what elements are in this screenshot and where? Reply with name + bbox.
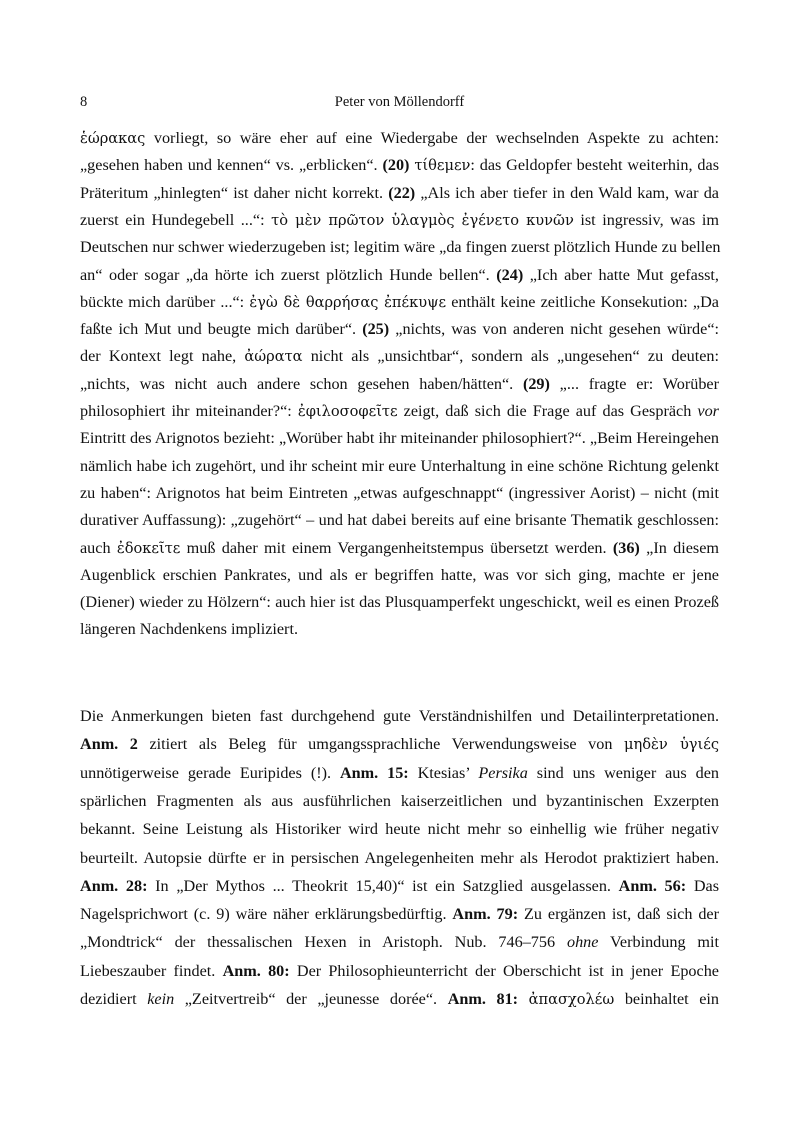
text-segment: „... fragte er: Worüber [549, 374, 719, 393]
text-line [80, 904, 719, 924]
text-line [80, 706, 719, 726]
text-line [80, 128, 719, 149]
text-segment: Ktesias’ [408, 763, 479, 782]
text-line [80, 819, 719, 839]
text-segment: der Kontext legt nahe, [80, 347, 245, 366]
greek-quote: τίθεμεν [414, 157, 471, 175]
text-line [80, 428, 719, 448]
emphasis-text: kein [147, 990, 175, 1008]
text-segment: muß daher mit einem Vergangenheitstempus übersetzt werden. [180, 538, 613, 557]
reference-label: (20) [382, 156, 410, 175]
text-line [80, 346, 719, 367]
text-segment: philosophiert ihr miteinander?“: [80, 402, 298, 420]
text-line [80, 292, 719, 313]
text-line [80, 155, 719, 176]
greek-quote: ἐγὼ δὲ θαρρήσας ἐπέκυψε [249, 293, 447, 311]
reference-label: Anm. 28: [80, 876, 148, 895]
text-segment: (Diener) wieder zu Hölzern“: auch hier ist das Plusquamperfekt ungeschickt, weil es einen Prozeß [80, 593, 719, 612]
text-segment: „Als ich aber tiefer in den Wald kam, war da [415, 183, 719, 202]
greek-quote: μηδὲν ὑγιές [624, 736, 719, 754]
emphasis-text: vor [697, 402, 719, 420]
emphasis-text: ohne [566, 933, 599, 952]
text-segment: faßte ich Mut und beugte mich darüber“. [80, 320, 363, 339]
text-segment: vorliegt, so wäre eher auf eine Wiedergabe der wechselnden Aspekte zu achten: [145, 129, 719, 147]
text-segment: Zu ergänzen ist, daß sich der [518, 905, 720, 924]
reference-label: (22) [388, 183, 416, 202]
text-segment: „Mondtrick“ der thessalischen Hexen in Aristoph. Nub. 746–756 [80, 933, 567, 952]
reference-label: (29) [522, 374, 550, 393]
text-line [80, 876, 719, 896]
reference-label: (36) [612, 538, 640, 557]
text-segment: zitiert als Beleg für umgangssprachliche Verwendungsweise von [137, 735, 625, 754]
text-segment: Verbindung mit [598, 933, 719, 952]
text-segment: Nagelsprichwort (c. 9) wäre näher erklärungsbedürftig. [80, 905, 453, 924]
reference-label: Anm. 15: [339, 763, 409, 782]
text-line [80, 848, 719, 868]
text-line [80, 791, 719, 811]
text-segment: : das Geldopfer besteht weiterhin, das [470, 156, 720, 175]
text-segment: „Zeitvertreib“ der „jeunesse dorée“. [174, 990, 448, 1008]
text-segment: Das [686, 876, 719, 895]
text-segment: zu haben“: Arignotos hat beim Eintreten „etwas aufgeschnappt“ (ingressiver Aorist) – nicht (mit [80, 483, 719, 502]
running-title: Peter von Möllendorff [334, 94, 465, 110]
text-line [80, 961, 719, 981]
reference-label: Anm. 81: [447, 990, 519, 1008]
reference-label: Anm. 80: [222, 961, 290, 980]
text-line [80, 483, 719, 503]
text-segment: „gesehen haben und kennen“ vs. „erblicken“. [80, 156, 383, 175]
text-segment: längeren Nachdenkens impliziert. [80, 620, 298, 639]
text-segment: Liebeszauber findet. [80, 961, 223, 980]
reference-label: Anm. 79: [452, 905, 519, 924]
emphasis-text: Persika [478, 763, 528, 782]
text-segment: unnötigerweise gerade Euripides (!). [80, 763, 340, 782]
text-segment: beurteilt. Autopsie dürfte er in persischen Angelegenheiten mehr als Herodot praktiziert haben. [80, 848, 719, 867]
text-line [80, 265, 719, 285]
text-segment: ist ingressiv, was im [573, 210, 719, 229]
text-line [80, 565, 719, 585]
text-segment: Augenblick erschien Pankrates, und als er begriffen hatte, was vor sich ging, machte er jene [80, 565, 719, 584]
text-segment: Präteritum „hinlegten“ ist daher nicht korrekt. [80, 183, 389, 202]
text-line [80, 237, 719, 257]
text-line [80, 183, 719, 203]
text-line [80, 619, 719, 639]
text-segment: beinhaltet ein [614, 990, 719, 1008]
text-line [80, 510, 719, 530]
text-line [80, 456, 719, 476]
text-segment: „nichts, was von anderen nicht gesehen würde“: [389, 320, 720, 339]
text-line [80, 374, 719, 394]
text-segment: durativer Auffassung): „zugehört“ – und hat dabei bereits auf eine brisante Thematik geschlossen: [80, 511, 719, 530]
text-segment: In „Der Mythos ... Theokrit 15,40)“ ist ein Satzglied ausgelassen. [147, 876, 619, 895]
text-segment: bekannt. Seine Leistung als Historiker wird heute nicht mehr so einhellig wie früher negativ [80, 820, 719, 839]
greek-quote: ἐφιλοσοφεῖτε [297, 403, 398, 420]
text-segment: Die Anmerkungen bieten fast durchgehend gute Verständnishilfen und Detailinterpretationen. [80, 707, 719, 725]
reference-label: (25) [362, 320, 390, 339]
text-segment: nicht als „unsichtbar“, sondern als „ungesehen“ zu deuten: [302, 347, 719, 366]
text-line [80, 932, 719, 952]
text-segment [518, 990, 529, 1008]
greek-quote: τὸ μὲν πρῶτον ὑλαγμὸς ἐγένετο κυνῶν [271, 211, 574, 229]
text-line [80, 538, 719, 559]
text-line [80, 734, 719, 755]
text-segment: an“ oder sogar „da hörte ich zuerst plötzlich Hunde bellen“. [80, 265, 497, 284]
text-line [80, 210, 719, 231]
text-segment: sind uns weniger aus den [527, 763, 719, 782]
text-segment: spärlichen Fragmenten als aus ausführlichen kaiserzeitlichen und byzantinischen Exzerpten [80, 791, 719, 810]
text-line [80, 319, 719, 339]
greek-quote: ἀπασχολέω [528, 991, 615, 1008]
reference-label: Anm. 2 [80, 735, 138, 754]
text-line [80, 592, 719, 612]
reference-label: (24) [496, 265, 524, 284]
text-segment: Eintritt des Arignotos bezieht: „Worüber habt ihr miteinander philosophiert?“. „Beim Hereingehen [80, 429, 719, 448]
text-segment: zuerst ein Hundegebell ...“: [80, 210, 272, 229]
greek-quote: ἑώρακας [80, 130, 146, 147]
text-segment: zeigt, daß sich die Frage auf das Gespräch [397, 402, 698, 420]
greek-quote: ἐδοκεῖτε [116, 539, 181, 557]
reference-label: Anm. 56: [618, 876, 687, 895]
text-line [80, 401, 719, 422]
text-segment: auch [80, 538, 117, 557]
greek-quote: ἀώρατα [244, 348, 303, 366]
text-line [80, 763, 719, 783]
text-segment: dezidiert [80, 990, 148, 1008]
text-segment: „nichts, was nicht auch andere schon gesehen haben/hätten“. [80, 374, 523, 393]
text-segment: „Ich aber hatte Mut gefasst, [523, 265, 719, 284]
text-segment: bückte mich darüber ...“: [80, 292, 250, 311]
text-segment: nämlich habe ich zugehört, und ihr scheint mir eure Unterhaltung in eine schöne Richtung gelenkt [80, 456, 719, 475]
text-segment: Deutschen nur schwer wiederzugeben ist; legitim wäre „da fingen zuerst plötzlich Hunde zu bellen [80, 238, 721, 257]
text-segment: „In diesem [639, 538, 719, 557]
text-segment: Der Philosophieunterricht der Oberschicht ist in jener Epoche [289, 961, 719, 980]
text-segment: enthält keine zeitliche Konsekution: „Da [446, 292, 719, 311]
page-number: 8 [80, 94, 88, 110]
text-line [80, 989, 719, 1010]
